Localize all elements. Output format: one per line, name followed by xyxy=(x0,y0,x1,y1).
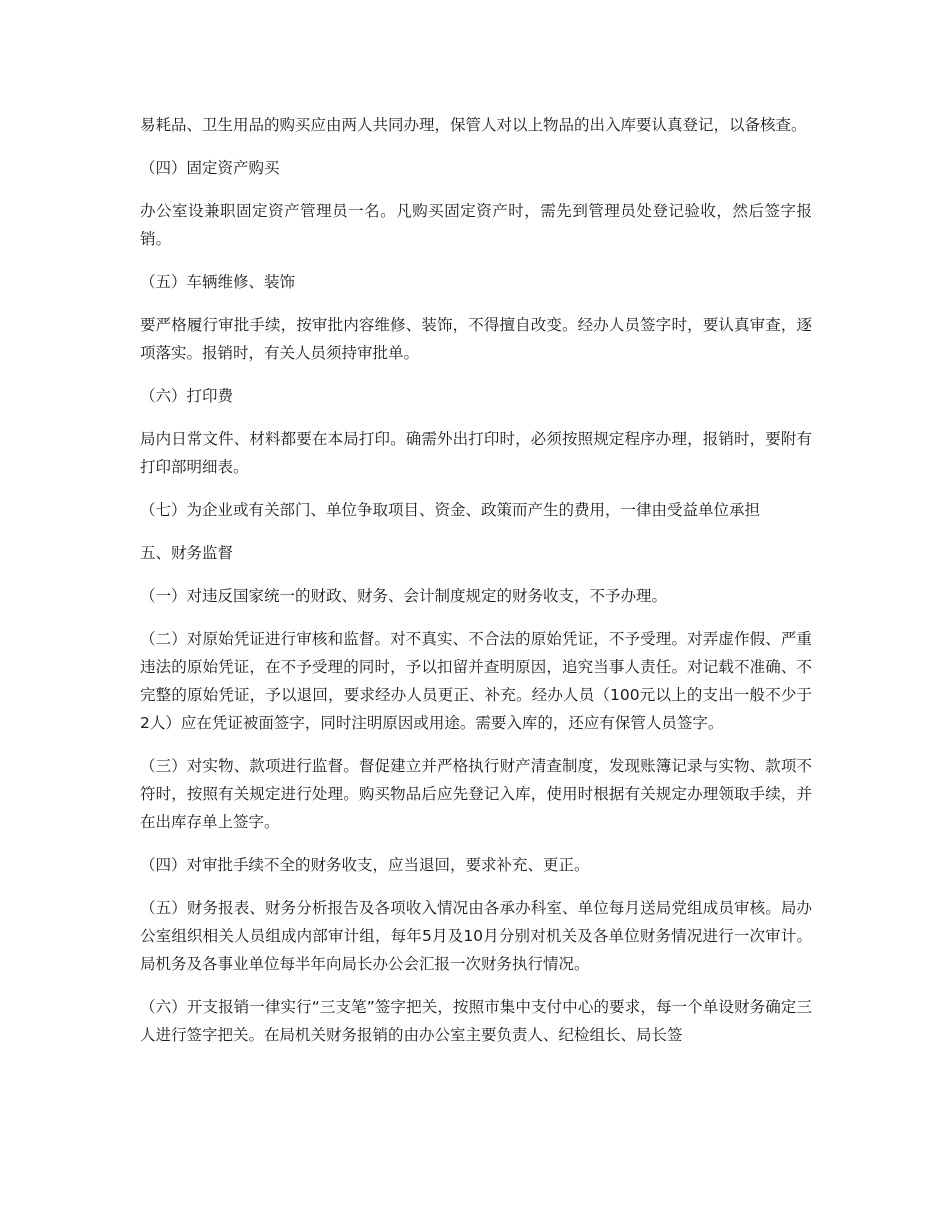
paragraph-supervision-6: （六）开支报销一律实行“三支笔”签字把关，按照市集中支付中心的要求，每一个单设财务确定三人进行签字把关。在局机关财务报销的由办公室主要负责人、纪检组长、局长签 xyxy=(140,998,812,1044)
paragraph-supervision-1: （一）对违反国家统一的财政、财务、会计制度规定的财务收支，不予办理。 xyxy=(140,587,668,605)
heading-fixed-assets: （四）固定资产购买 xyxy=(140,159,280,177)
paragraph-printing-fee: 局内日常文件、材料都要在本局打印。确需外出打印时，必须按照规定程序办理，报销时，要附有打印部明细表。 xyxy=(140,430,812,476)
heading-financial-supervision: 五、财务监督 xyxy=(140,544,234,562)
paragraph-vehicle-repair: 要严格履行审批手续，按审批内容维修、装饰，不得擅自改变。经办人员签字时，要认真审查，逐项落实。报销时，有关人员须持审批单。 xyxy=(140,316,812,362)
paragraph-fixed-assets: 办公室设兼职固定资产管理员一名。凡购买固定资产时，需先到管理员处登记验收，然后签字报销。 xyxy=(140,202,812,248)
paragraph-supervision-2: （二）对原始凭证进行审核和监督。对不真实、不合法的原始凭证，不予受理。对弄虚作假、严重违法的原始凭证，在不予受理的同时，予以扣留并查明原因，追究当事人责任。对记载不准确、不完整的原始凭证，予以退回，要求经办人员更正、补充。经办人员（100元以上的支出一般不少于2人）应在凭证被面签字，同时注明原因或用途。需要入库的，还应有保管人员签字。 xyxy=(140,630,812,732)
document-body xyxy=(140,111,812,1064)
heading-printing-fee: （六）打印费 xyxy=(140,387,234,405)
paragraph-supervision-3: （三）对实物、款项进行监督。督促建立并严格执行财产清查制度，发现账簿记录与实物、款项不符时，按照有关规定进行处理。购买物品后应先登记入库，使用时根据有关规定办理领取手续，并在出库存单上签字。 xyxy=(140,757,812,831)
paragraph-supervision-5: （五）财务报表、财务分析报告及各项收入情况由各承办科室、单位每月送局党组成员审核。局办公室组织相关人员组成内部审计组，每年5月及10月分别对机关及各单位财务情况进行一次审计。局机务及各事业单位每半年向局长办公会汇报一次财务执行情况。 xyxy=(140,899,812,973)
paragraph-project-costs: （七）为企业或有关部门、单位争取项目、资金、政策而产生的费用，一律由受益单位承担 xyxy=(140,501,761,519)
paragraph-consumables: 易耗品、卫生用品的购买应由两人共同办理，保管人对以上物品的出入库要认真登记，以备核查。 xyxy=(140,116,807,134)
heading-vehicle-repair: （五）车辆维修、装饰 xyxy=(140,273,296,291)
paragraph-supervision-4: （四）对审批手续不全的财务收支，应当退回，要求补充、更正。 xyxy=(140,856,590,874)
